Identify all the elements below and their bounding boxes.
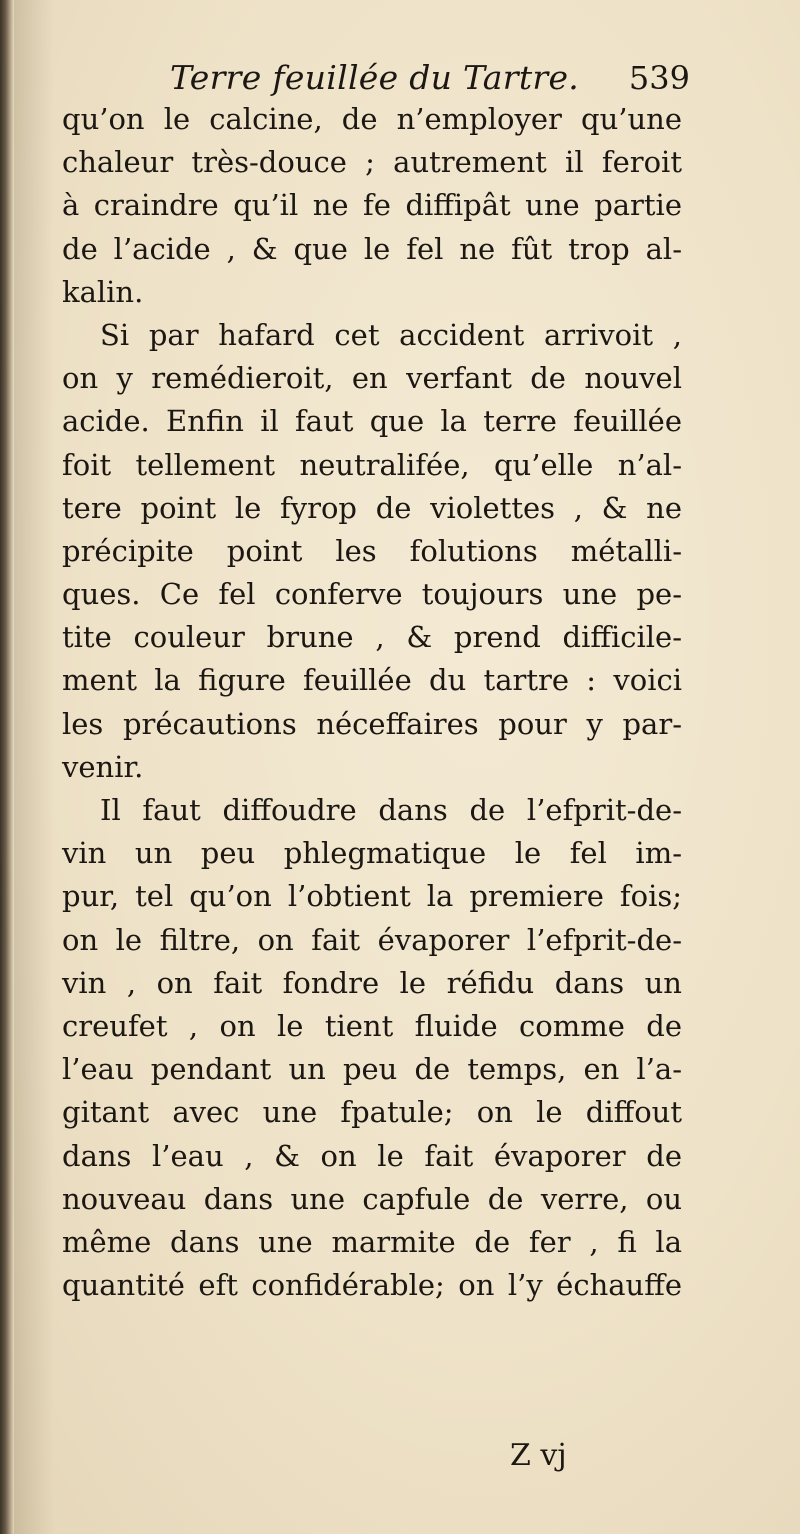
text-line: les précautions néceffaires pour y par- (62, 706, 682, 741)
text-line: ment la figure feuillée du tartre : voici (62, 663, 682, 698)
running-title: Terre feuillée du Tartre. (170, 58, 580, 97)
text-line: tere point le fyrop de violettes , & ne (62, 490, 682, 525)
text-line: à craindre qu’il ne fe diffipât une partie (62, 188, 682, 223)
text-line: nouveau dans une capfule de verre, ou (62, 1181, 682, 1216)
text-line: on le filtre, on fait évaporer l’efprit-de- (62, 922, 682, 957)
page-number: 539 (628, 59, 690, 97)
text-line: précipite point les folutions métalli- (62, 533, 682, 568)
text-line: quantité eft confidérable; on l’y échauffe (62, 1268, 682, 1303)
text-line: de l’acide , & que le fel ne fût trop al- (62, 231, 682, 266)
text-line: on y remédieroit, en verfant de nouvel (62, 361, 682, 396)
text-line: acide. Enfin il faut que la terre feuillée (62, 404, 682, 439)
text-line: vin , on fait fondre le réfidu dans un (62, 965, 682, 1000)
signature-mark: Z vj (510, 1438, 567, 1473)
text-line: Il faut diffoudre dans de l’efprit-de- (100, 793, 682, 827)
text-line: qu’on le calcine, de n’employer qu’une (62, 102, 682, 136)
text-line: pur, tel qu’on l’obtient la premiere fois; (62, 879, 682, 914)
text-line: Si par hafard cet accident arrivoit , (100, 317, 682, 352)
page-header (170, 56, 690, 100)
text-line: kalin. (62, 274, 144, 309)
text-line: vin un peu phlegmatique le fel im- (62, 836, 682, 871)
text-line: même dans une marmite de fer , fi la (62, 1224, 682, 1259)
text-line: l’eau pendant un peu de temps, en l’a- (62, 1052, 682, 1087)
text-line: tite couleur brune , & prend difficile- (62, 620, 682, 655)
text-line: ques. Ce fel conferve toujours une pe- (62, 577, 682, 612)
text-line: chaleur très-douce ; autrement il feroit (62, 145, 682, 180)
text-line: venir. (62, 749, 144, 784)
body-text (62, 98, 682, 1307)
text-line: creufet , on le tient fluide comme de (62, 1008, 682, 1043)
text-line: gitant avec une fpatule; on le diffout (62, 1095, 682, 1130)
text-line: dans l’eau , & on le fait évaporer de (62, 1138, 682, 1173)
text-line: foit tellement neutralifée, qu’elle n’al- (62, 447, 682, 482)
